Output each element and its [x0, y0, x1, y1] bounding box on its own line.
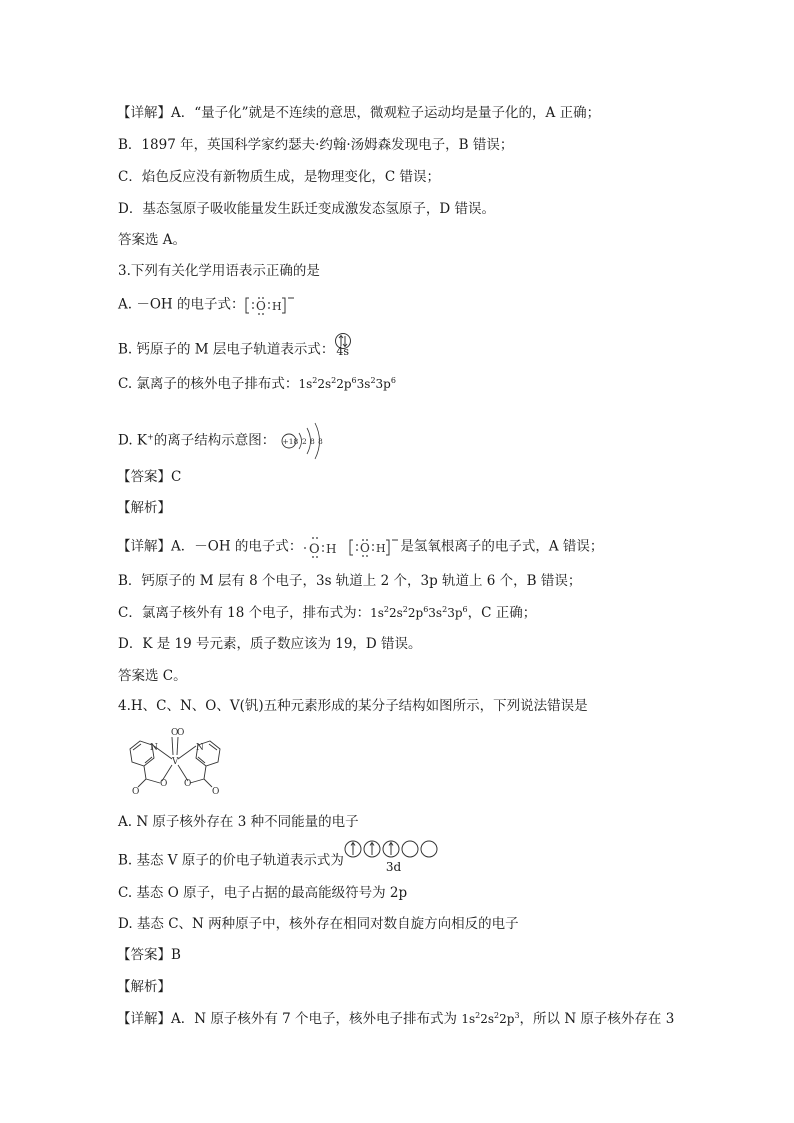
q3-option-c-text: C. 氯离子的核外电子排布式： [118, 376, 299, 392]
q2-detail-c: C．焰色反应没有新物质生成，是物理变化，C 错误； [118, 169, 440, 185]
q3-detail-a-text: 【详解】A．－OH 的电子式： [117, 538, 303, 555]
q4-detail-a-text: 【详解】A．N 原子核外有 7 个电子，核外电子排布式为 [117, 1011, 462, 1027]
q4-stem: 4.H、C、N、O、V(钒)五种元素形成的某分子结构如图所示，下列说法错误是 [118, 698, 588, 714]
q4-detail-a-tail: ，所以 N 原子核外存在 3 [519, 1011, 675, 1027]
q4-detail-a [117, 1009, 674, 1029]
svg-text:O: O [184, 779, 192, 789]
q3-analysis-heading: 【解析】 [117, 500, 171, 516]
hydroxyl-radical-lewis-structure [302, 534, 342, 560]
q3-detail-a-tail: 是氢氧根离子的电子式，A 错误； [400, 538, 604, 555]
q2-detail-a: 【详解】A．“量子化”就是不连续的意思，微观粒子运动均是量子化的，A 正确； [117, 105, 601, 121]
q2-detail-b: B．1897 年，英国科学家约瑟夫·约翰·汤姆森发现电子，B 错误； [118, 137, 514, 153]
q3-detail-d: D．K 是 19 号元素，质子数应该为 19，D 错误。 [118, 636, 422, 652]
q3-option-d [118, 419, 331, 463]
q3-detail-c-text: C．氯离子核外有 18 个电子，排布式为： [118, 605, 371, 621]
svg-text:V: V [172, 757, 179, 767]
q4-option-d: D. 基态 C、N 两种原子中，核外存在相同对数自旋方向相反的电子 [118, 916, 519, 932]
svg-text:N: N [150, 743, 158, 753]
shell-1-count: 2 [302, 437, 307, 446]
svg-text:O: O [177, 728, 185, 738]
q3-detail-c [118, 603, 536, 623]
q3-option-c [118, 374, 396, 394]
svg-text:O: O [171, 728, 179, 738]
svg-text:O: O [256, 299, 267, 313]
calcium-m-shell-orbital-diagram [334, 336, 354, 364]
q4-option-b [118, 845, 444, 877]
q3-detail-b: B．钙原子的 M 层有 8 个电子，3s 轨道上 2 个，3p 轨道上 6 个，B 错误； [118, 573, 582, 589]
q4-answer: 【答案】B [117, 947, 181, 963]
svg-text:O: O [132, 787, 140, 797]
orbital-3d-label: 3d [385, 860, 402, 874]
svg-text:O: O [212, 787, 220, 797]
vanadium-3d-orbital-diagram [344, 845, 444, 877]
q3-detail-c-tail: ，C 正确； [467, 605, 537, 621]
q3-option-d-text-k: D. K [118, 432, 148, 449]
svg-text:O: O [160, 779, 168, 789]
orbital-4s-label: 4s [336, 345, 350, 358]
q2-detail-d: D．基态氢原子吸收能量发生跃迁变成激发态氢原子，D 错误。 [118, 201, 495, 217]
q3-option-a-text: A. －OH 的电子式： [118, 296, 245, 313]
potassium-ion-structure-diagram [279, 419, 331, 463]
q3-option-d-charge: + [147, 432, 154, 442]
q3-option-b [118, 336, 354, 364]
shell-2-count: 8 [310, 437, 315, 446]
chloride-electron-configuration: $1s^22s^22p^63s^23p^6$ [298, 376, 396, 391]
nucleus-label: +18 [282, 437, 299, 446]
q3-option-b-text: B. 钙原子的 M 层电子轨道表示式： [118, 341, 335, 358]
vanadium-complex-molecule-diagram [120, 725, 230, 797]
shell-3-count: 8 [318, 437, 323, 446]
q4-option-c: C. 基态 O 原子，电子占据的最高能级符号为 2p [118, 885, 408, 901]
hydroxide-ion-lewis-structure-2 [348, 535, 400, 559]
q4-analysis-heading: 【解析】 [117, 979, 171, 995]
svg-text:H: H [376, 542, 386, 555]
q4-option-a: A. N 原子核外存在 3 种不同能量的电子 [118, 814, 359, 830]
svg-text:O: O [309, 542, 321, 557]
svg-text:N: N [196, 743, 204, 753]
nitrogen-electron-configuration: $1s^22s^22p^3$ [461, 1011, 520, 1026]
hydroxide-ion-lewis-structure [244, 293, 296, 317]
q4-option-b-text: B. 基态 V 原子的价电子轨道表示式为 [118, 852, 344, 869]
q2-answer-line: 答案选 A。 [118, 232, 187, 248]
q3-stem: 3.下列有关化学用语表示正确的是 [118, 263, 320, 279]
q3-option-d-text: 的离子结构示意图： [153, 432, 276, 449]
q3-option-a [118, 293, 296, 317]
q3-answer-line: 答案选 C。 [118, 668, 187, 684]
q3-answer: 【答案】C [117, 469, 182, 485]
svg-text:O: O [360, 541, 371, 555]
svg-text:H: H [272, 300, 283, 313]
chloride-config-inline: $1s^22s^22p^63s^23p^6$ [370, 605, 468, 620]
q3-detail-a [117, 534, 603, 560]
3d-orbital-boxes-icon [344, 839, 444, 859]
svg-text:H: H [326, 542, 337, 556]
